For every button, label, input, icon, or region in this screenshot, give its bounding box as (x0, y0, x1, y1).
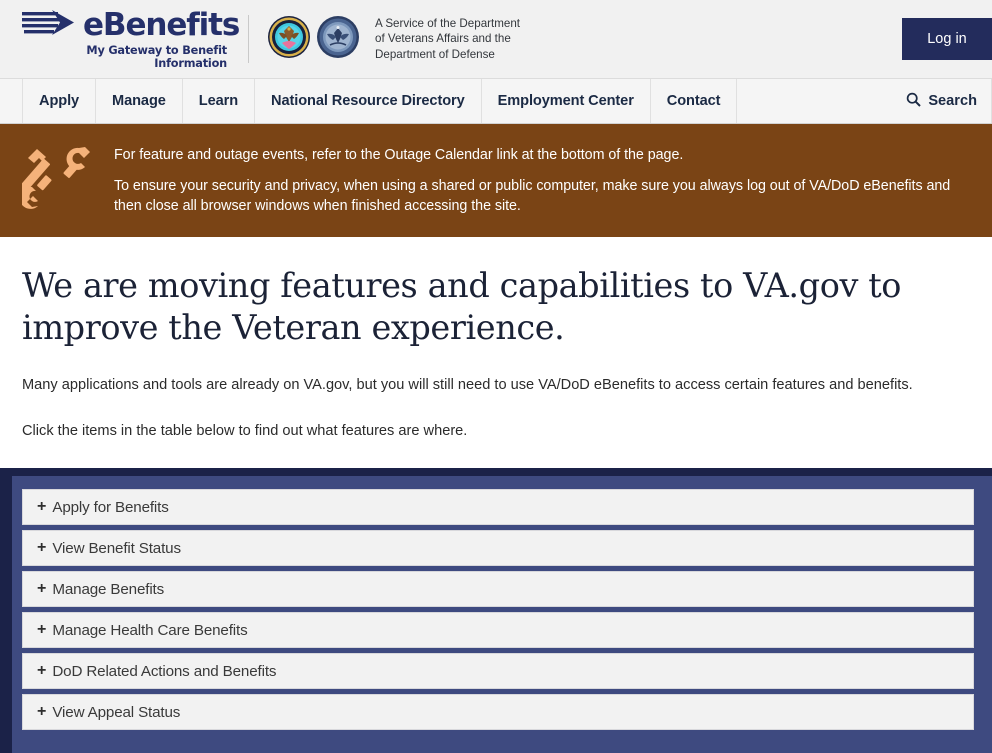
accordion-item-manage-health-care-benefits[interactable] (22, 612, 974, 648)
banner-text (100, 142, 972, 217)
instruction-paragraph: Click the items in the table below to find out what features are where. (22, 423, 468, 440)
outage-alert-banner (0, 124, 992, 237)
nav-item-apply[interactable]: Apply (22, 79, 95, 123)
accordion-panel (12, 476, 992, 753)
banner-paragraph-security: To ensure your security and privacy, when using a shared or public computer, make sure you always log out of VA/DoD eBenefits and then close all browser windows when finished accessing the site. (114, 177, 951, 215)
service-line-2: of Veterans Affairs and the (375, 32, 511, 46)
accordion-item-manage-benefits[interactable] (22, 571, 974, 607)
search-label: Search (928, 93, 977, 109)
main-content (0, 237, 992, 444)
expand-plus-icon: + (37, 703, 47, 721)
search-icon (906, 92, 921, 111)
accordion-item-label: View Appeal Status (52, 703, 181, 721)
primary-navigation (0, 78, 992, 124)
header-divider (248, 15, 249, 63)
logo-tagline: My Gateway to Benefit Information (86, 44, 227, 70)
hammer-wrench-tools-icon (22, 142, 100, 215)
accordion-item-view-benefit-status[interactable] (22, 530, 974, 566)
accordion-item-apply-for-benefits[interactable] (22, 489, 974, 525)
ebenefits-flag-swoosh-icon (22, 7, 84, 44)
service-attribution (375, 16, 520, 62)
expand-plus-icon: + (37, 580, 47, 598)
logo-row (22, 6, 240, 43)
dod-seal-icon (316, 15, 360, 64)
banner-paragraph-outage: For feature and outage events, refer to the Outage Calendar link at the bottom of the page. (114, 147, 684, 163)
nav-spacer (736, 79, 896, 123)
expand-plus-icon: + (37, 621, 47, 639)
accordion-item-dod-related-actions-and-benefits[interactable] (22, 653, 974, 689)
accordion-item-label: Manage Health Care Benefits (52, 621, 248, 639)
expand-plus-icon: + (37, 662, 47, 680)
service-line-3: Department of Defense (375, 47, 495, 61)
page-title: We are moving features and capabilities to VA.gov to improve the Veteran experience. (22, 266, 902, 348)
nav-item-manage[interactable]: Manage (95, 79, 182, 123)
accordion-item-view-appeal-status[interactable] (22, 694, 974, 730)
accordion-item-label: DoD Related Actions and Benefits (52, 662, 277, 680)
nav-item-national-resource-directory[interactable]: National Resource Directory (254, 79, 481, 123)
search-button[interactable] (896, 79, 992, 123)
nav-item-learn[interactable]: Learn (182, 79, 254, 123)
agency-seals (267, 15, 360, 64)
va-seal-icon (267, 15, 311, 64)
intro-paragraph: Many applications and tools are already on VA.gov, but you will still need to use VA/DoD eBenefits to access certain features and benefits. (22, 376, 913, 393)
site-header (0, 0, 992, 78)
accordion-item-label: Manage Benefits (52, 580, 165, 598)
logo-wordmark: eBenefits (83, 6, 240, 43)
accordion-item-label: View Benefit Status (52, 539, 181, 557)
nav-item-contact[interactable]: Contact (650, 79, 737, 123)
ebenefits-logo[interactable] (22, 6, 240, 70)
login-button[interactable]: Log in (902, 18, 992, 60)
expand-plus-icon: + (37, 498, 47, 516)
expand-plus-icon: + (37, 539, 47, 557)
service-line-1: A Service of the Department (375, 16, 520, 30)
accordion-outer-frame (0, 468, 992, 753)
accordion-item-label: Apply for Benefits (52, 498, 169, 516)
nav-item-employment-center[interactable]: Employment Center (481, 79, 650, 123)
